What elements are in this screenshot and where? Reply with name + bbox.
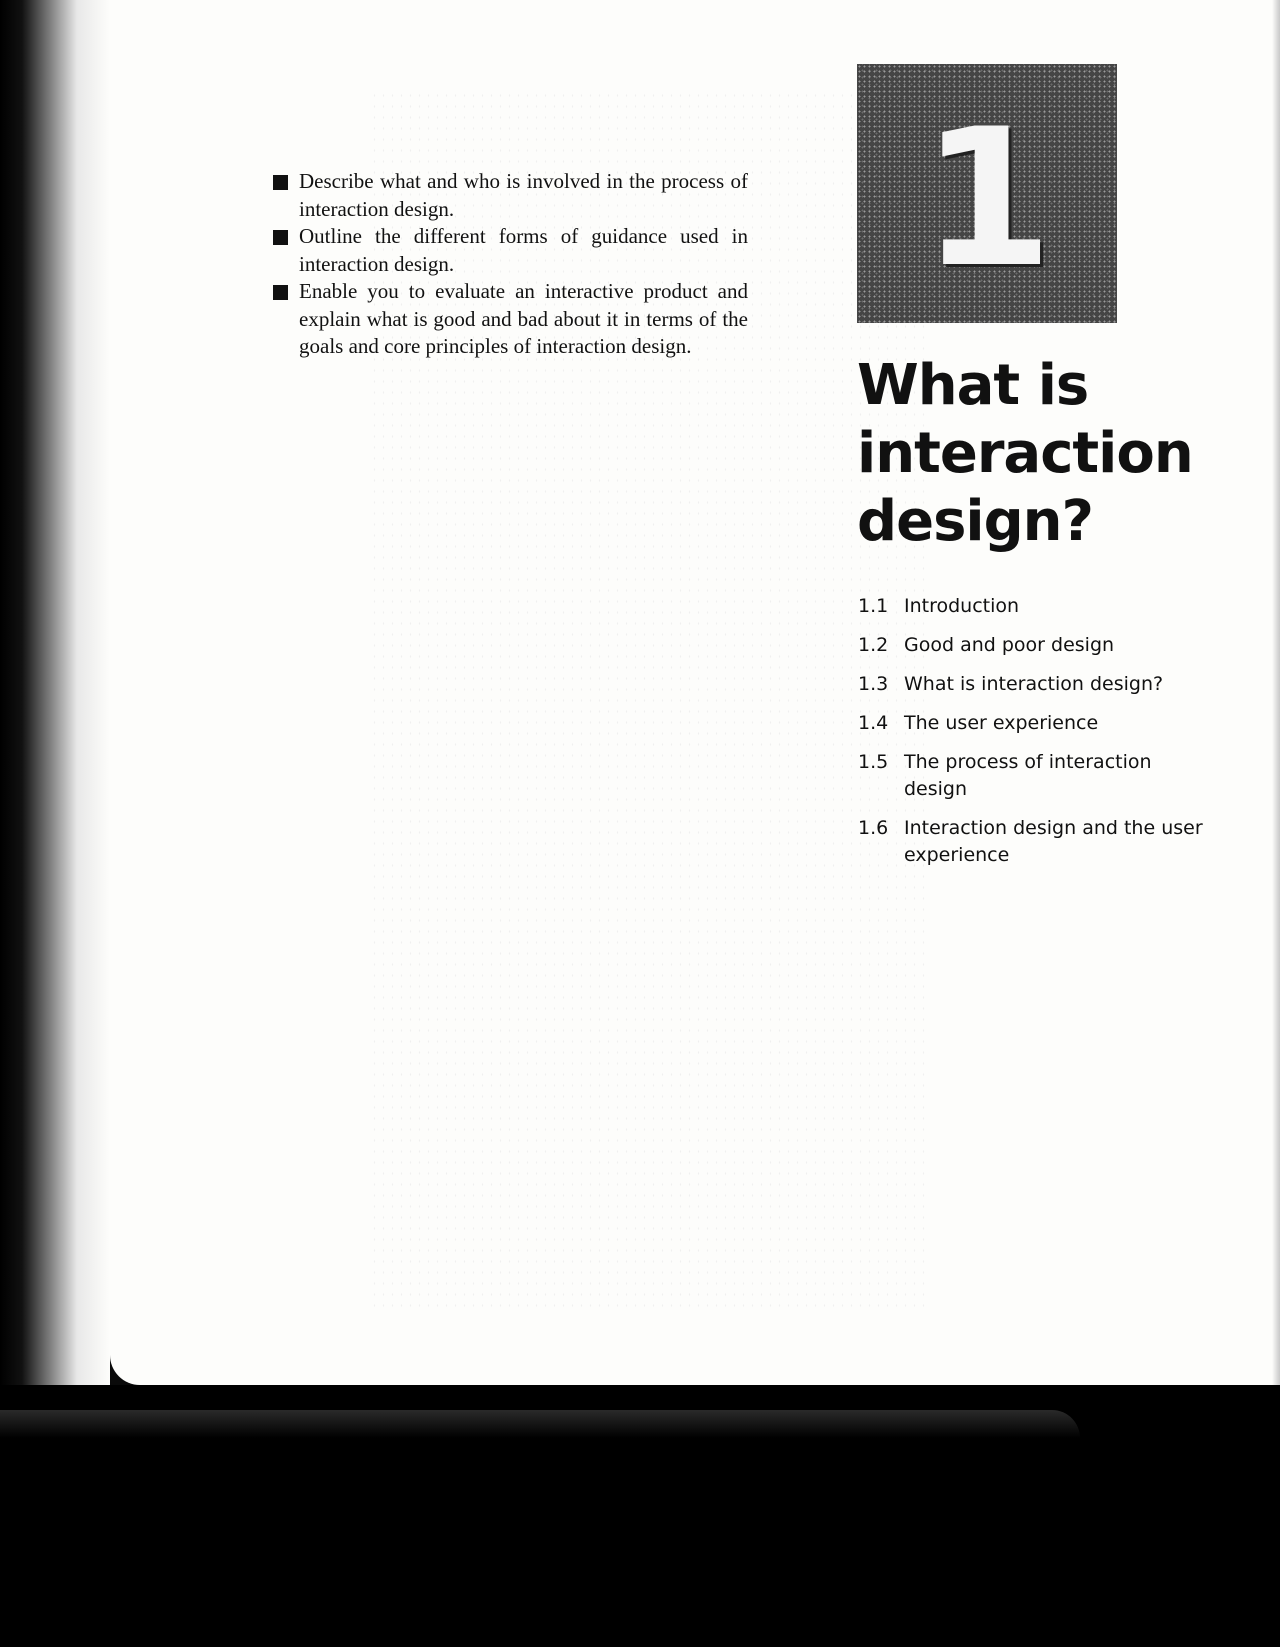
toc-title: What is interaction design? <box>904 673 1164 695</box>
objective-text: Enable you to evaluate an interactive product and explain what is good and bad about it in terms of the goals and core principles of interaction design. <box>299 279 748 358</box>
toc-number: 1.3 <box>858 673 889 695</box>
objective-item <box>273 278 748 361</box>
toc-number: 1.1 <box>858 595 889 617</box>
page-right-edge <box>1272 0 1280 1385</box>
toc-item <box>858 632 1218 659</box>
toc-item <box>858 593 1218 620</box>
toc-item <box>858 815 1218 869</box>
toc-title: The user experience <box>904 712 1099 734</box>
toc-number: 1.2 <box>858 634 889 656</box>
objective-text: Outline the different forms of guidance used in interaction design. <box>299 224 748 276</box>
toc-title: Introduction <box>904 595 1020 617</box>
toc-number: 1.4 <box>858 712 889 734</box>
objective-text: Describe what and who is involved in the process of interaction design. <box>299 169 748 221</box>
toc-number: 1.6 <box>858 817 889 839</box>
square-bullet-icon <box>273 285 288 300</box>
toc-item <box>858 749 1218 803</box>
toc-item <box>858 671 1218 698</box>
chapter-title-line: design? <box>857 489 1094 554</box>
chapter-title-line: interaction <box>857 421 1193 486</box>
square-bullet-icon <box>273 175 288 190</box>
chapter-title <box>857 352 1257 556</box>
toc-number: 1.5 <box>858 751 889 773</box>
page-curl <box>0 1410 1080 1438</box>
toc-title: The process of interaction design <box>904 751 1152 800</box>
objective-item <box>273 168 748 223</box>
square-bullet-icon <box>273 230 288 245</box>
chapter-number-box <box>857 64 1117 323</box>
chapter-number: 1 <box>920 88 1054 309</box>
objectives-list <box>273 168 748 361</box>
toc-title: Interaction design and the user experience <box>904 817 1203 866</box>
chapter-title-line: What is <box>857 353 1089 418</box>
chapter-contents <box>858 593 1218 881</box>
book-spine-shadow <box>0 0 110 1385</box>
toc-item <box>858 710 1218 737</box>
objective-item <box>273 223 748 278</box>
toc-title: Good and poor design <box>904 634 1115 656</box>
